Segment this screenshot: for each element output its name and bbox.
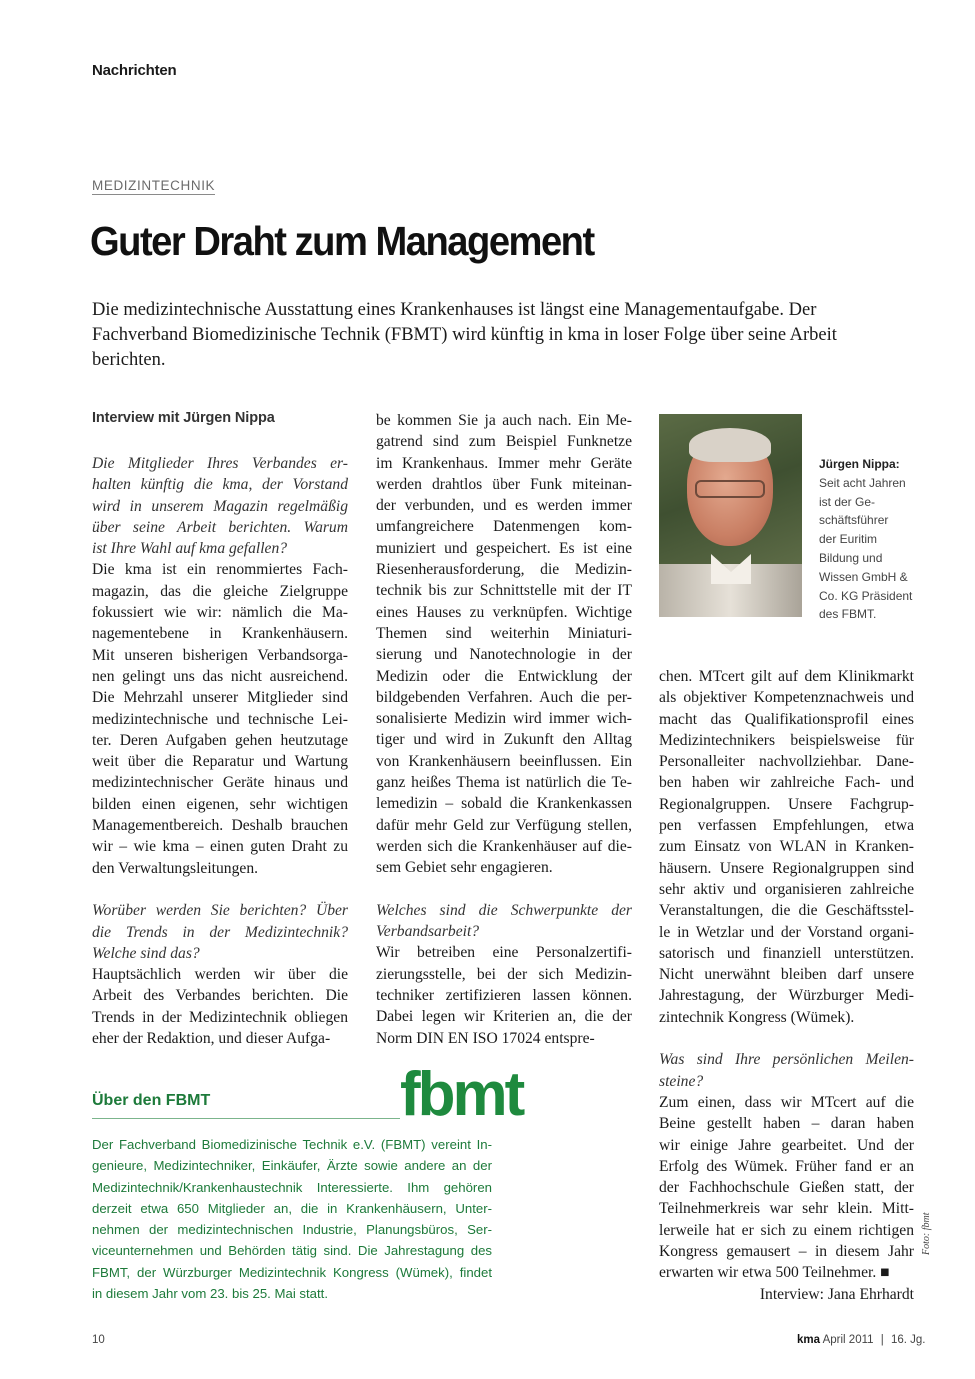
caption-line: schäftsführer [819, 513, 889, 528]
text-line: sierung und Nanotechnologie in der [376, 646, 632, 664]
fbmt-logo: fbmt [400, 1060, 523, 1129]
infobox-line: in diesem Jahr vom 23. bis 25. Mai statt. [92, 1286, 329, 1302]
caption-line: ist der Ge- [819, 494, 876, 509]
infobox-line: Medizintechnik/Krankenhaustechnik Interessierte. Ihm gehören [92, 1179, 492, 1195]
text-line: erwarten wir etwa 500 Teilnehmer. ■ [659, 1264, 890, 1282]
interview-credit: Interview: Jana Ehrhardt [759, 1285, 914, 1303]
text-line: Regionalgruppen. Unsere Fachgrup- [659, 795, 914, 813]
caption-line: Co. KG Präsident [819, 588, 913, 603]
text-line: bilden einen eigenen, sehr wichtigen [92, 795, 348, 813]
paragraph-gap [376, 879, 632, 900]
text-line: pen verfassen Empfehlungen, etwa [659, 817, 914, 835]
text-line: im Krankenhaus. Immer mehr Geräte [376, 454, 632, 472]
text-line: Teilnehmerkreis war sehr klein. Mitt- [659, 1200, 914, 1218]
text-line: magazin, das die gleiche Zielgruppe [92, 582, 348, 600]
article-title: Guter Draht zum Management [90, 218, 594, 264]
caption-line: Bildung und [819, 550, 883, 565]
paragraph-gap [92, 879, 348, 900]
text-line: technik bis zur Schnittstelle mit der IT [376, 582, 632, 600]
text-line: medizintechnischer Geräte hinaus und [92, 774, 348, 792]
text-line: Managementbereich. Deshalb brauchen [92, 817, 348, 835]
infobox-rule [92, 1118, 400, 1119]
text-line: eher der Redaktion, und dieser Aufga- [92, 1030, 331, 1048]
question-line: steine? [659, 1072, 704, 1090]
article-kicker: MEDIZINTECHNIK [92, 178, 216, 193]
caption-line: Seit acht Jahren [819, 475, 906, 490]
text-line: eines Hauses zu verknüpfen. Wichtige [376, 603, 632, 621]
text-line: zum Einsatz von WLAN in Kranken- [659, 838, 914, 856]
text-line: Dabei legen wir Kriterien an, die der [376, 1008, 632, 1026]
text-line: Nicht unerwähnt bleiben darf unsere [659, 966, 914, 984]
infobox-line: viceunternehmen und Behörden tätig sind. Die Jahrestagung des [92, 1243, 492, 1259]
text-column-3 [659, 666, 914, 1305]
footer-brand: kma [797, 1334, 821, 1346]
text-line: Hauptsächlich werden wir über die [92, 966, 348, 984]
text-column-2 [376, 410, 632, 1049]
text-line: Medizin oder die Entwicklung der [376, 667, 632, 685]
text-line: gatrend sind zum Beispiel Funknetze [376, 433, 632, 451]
question-line: Die Mitglieder Ihres Verbandes er- [92, 455, 348, 472]
text-line: Die Mehrzahl unserer Mitglieder sind [92, 689, 348, 707]
text-line: muniziert und gespeichert. Es ist eine [376, 539, 632, 557]
text-line: Mit unseren bisherigen Verbandsorga- [92, 646, 348, 664]
text-line: sehr aktiv und organisieren zahlreiche [659, 880, 914, 898]
text-line: Veranstaltungen, die die Geschäftsstel- [659, 902, 914, 920]
text-line: lemedizin – sobald die Krankenkassen [376, 795, 632, 813]
text-line: Medizintechnikers beispielsweise für [659, 731, 914, 749]
text-line: lerweile hat er sich zu einem richtigen [659, 1221, 914, 1239]
text-line: der Fachhochschule Gießen statt, der [659, 1179, 914, 1197]
text-line: be kommen Sie ja auch nach. Ein Me- [376, 412, 632, 429]
text-line: satorisch und finanziell unterstützen. [659, 944, 914, 962]
text-line: Zum einen, dass wir MTcert auf die [659, 1093, 914, 1111]
article-lead: Die medizintechnische Ausstattung eines Krankenhauses ist längst eine Managementaufgabe. Der Fachverband Biomedizinische Technik (FBMT) wird künftig in kma in loser Folge über seine Arbeit berichten. [92, 300, 837, 370]
text-line: werden drahtlos über Funk miteinan- [376, 475, 632, 493]
text-line: wir einige Jahre gearbeitet. Und der [659, 1136, 914, 1154]
infobox-line: nehmen der medizintechnischen Industrie, Planungsbüros, Ser- [92, 1222, 492, 1238]
caption-name: Jürgen Nippa: [819, 457, 900, 471]
footer-separator: | [880, 1334, 884, 1346]
text-line: Arbeit des Verbandes berichten. Die [92, 987, 348, 1005]
text-line: sem Gebiet sehr engagieren. [376, 859, 553, 877]
text-line: zintechnik Kongress (Wümek). [659, 1008, 855, 1026]
text-line: ganz heißes Thema ist natürlich die Te- [376, 774, 632, 792]
text-line: techniker zertifizieren lassen können. [376, 987, 632, 1005]
question-line: Worüber werden Sie berichten? Über [92, 902, 348, 920]
infobox-line: FBMT, der Würzburger Medizintechnik Kongress (Wümek), findet [92, 1264, 492, 1280]
footer-date: April 2011 [822, 1334, 874, 1346]
infobox-line: genieure, Medizintechniker, Einkäufer, Ärzte sowie andere an der [92, 1158, 492, 1174]
text-line: macht das Qualifikationsprofil eines [659, 710, 914, 728]
text-line: wir – wie kma – einen guten Draht zu [92, 838, 348, 856]
question-line: wird in unserem Magazin regelmäßig [92, 497, 348, 515]
text-line: fokussiert wie wir: nämlich die Ma- [92, 604, 348, 622]
text-line: dafür mehr Geld zur Verfügung stellen, [376, 816, 632, 834]
question-line: halten künftig die kma, der Vorstand [92, 476, 348, 494]
text-line: der verbunden, und es werden immer [376, 497, 632, 515]
infobox-line: derzeit etwa 650 Mitglieder an, die in Krankenhäusern, Unter- [92, 1200, 492, 1216]
text-line: bildgebenden Verfahren. Auch die per- [376, 688, 632, 706]
section-label: Nachrichten [92, 62, 177, 79]
caption-line: der Euritim [819, 532, 878, 547]
text-line: Themen sind weiterhin Miniaturi- [376, 624, 632, 642]
infobox-text [92, 1134, 492, 1304]
text-line: Beine gestellt haben – daran haben [659, 1115, 914, 1133]
caption-line: des FBMT. [819, 607, 877, 622]
text-line: Kongress gemausert – in diesem Jahr [659, 1243, 914, 1261]
text-line: sonalisierte Medizin wird immer wich- [376, 710, 632, 728]
text-line: häusern. Unsere Regionalgruppen sind [659, 859, 914, 877]
question-line: Was sind Ihre persönlichen Meilen- [659, 1051, 914, 1069]
photo-credit: Foto: fbmt [921, 1212, 932, 1255]
page-number: 10 [92, 1334, 105, 1346]
text-line: umfangreichere Datenmengen kom- [376, 518, 632, 536]
text-line: den Verwaltungsleitungen. [92, 859, 259, 877]
question-line: Welche sind das? [92, 944, 200, 962]
footer-volume: 16. Jg. [890, 1334, 926, 1346]
text-line: chen. MTcert gilt auf dem Klinikmarkt [659, 668, 914, 685]
text-line: Die kma ist ein renommiertes Fach- [92, 561, 348, 579]
portrait-photo [659, 414, 802, 617]
text-line: Norm DIN EN ISO 17024 entspre- [376, 1029, 595, 1047]
question-line: Welches sind die Schwerpunkte der [376, 901, 632, 919]
interview-heading: Interview mit Jürgen Nippa [92, 410, 275, 426]
text-line: als objektiver Kompetenznachweis und [659, 689, 914, 707]
text-line: weit über die Reparatur und Wartung [92, 753, 348, 771]
text-line: tiger und wird in Zukunft den Alltag [376, 731, 632, 749]
question-line: Verbandsarbeit? [376, 923, 480, 941]
text-line: nen gelingt uns das nicht ausreichend. [92, 667, 348, 685]
question-line: ist Ihre Wahl auf kma gefallen? [92, 540, 288, 558]
text-line: Trends in der Medizintechnik obliegen [92, 1008, 348, 1026]
photo-caption [819, 455, 919, 624]
text-line: Personalleiter nachvollziehbar. Dane- [659, 753, 914, 771]
text-line: Erfolg des Wümek. Früher fand er an [659, 1157, 914, 1175]
question-line: die Trends in der Medizintechnik? [92, 923, 348, 941]
caption-text [819, 474, 919, 624]
text-line: ter. Deren Aufgaben gehen heutzutage [92, 731, 348, 749]
question-line: über seine Arbeit berichten. Warum [92, 518, 348, 536]
text-line: nagementebene in Krankenhäusern. [92, 625, 348, 643]
text-line: werden sich die Krankenhäuser auf die- [376, 837, 632, 855]
text-line: zierungsstelle, bei der sich Medizin- [376, 965, 632, 983]
text-line: Wir betreiben eine Personalzertifi- [376, 944, 632, 962]
infobox-title: Über den FBMT [92, 1092, 211, 1109]
paragraph-gap [659, 1028, 914, 1049]
footer-issue [797, 1334, 925, 1346]
caption-line: Wissen GmbH & [819, 569, 908, 584]
text-line: le in Wetzlar und der Vorstand organi- [659, 923, 914, 941]
text-line: ben haben wir zahlreiche Fach- und [659, 774, 914, 792]
text-line: Jahrestagung, der Würzburger Medi- [659, 987, 914, 1005]
text-column-1 [92, 453, 348, 1049]
text-line: von Krankenhäusern beeinflussen. Ein [376, 752, 632, 770]
infobox-line: Der Fachverband Biomedizinische Technik e.V. (FBMT) vereint In- [92, 1137, 492, 1152]
text-line: Riesenherausforderung, die Medizin- [376, 561, 632, 579]
text-line: medizintechnische und technische Lei- [92, 710, 348, 728]
